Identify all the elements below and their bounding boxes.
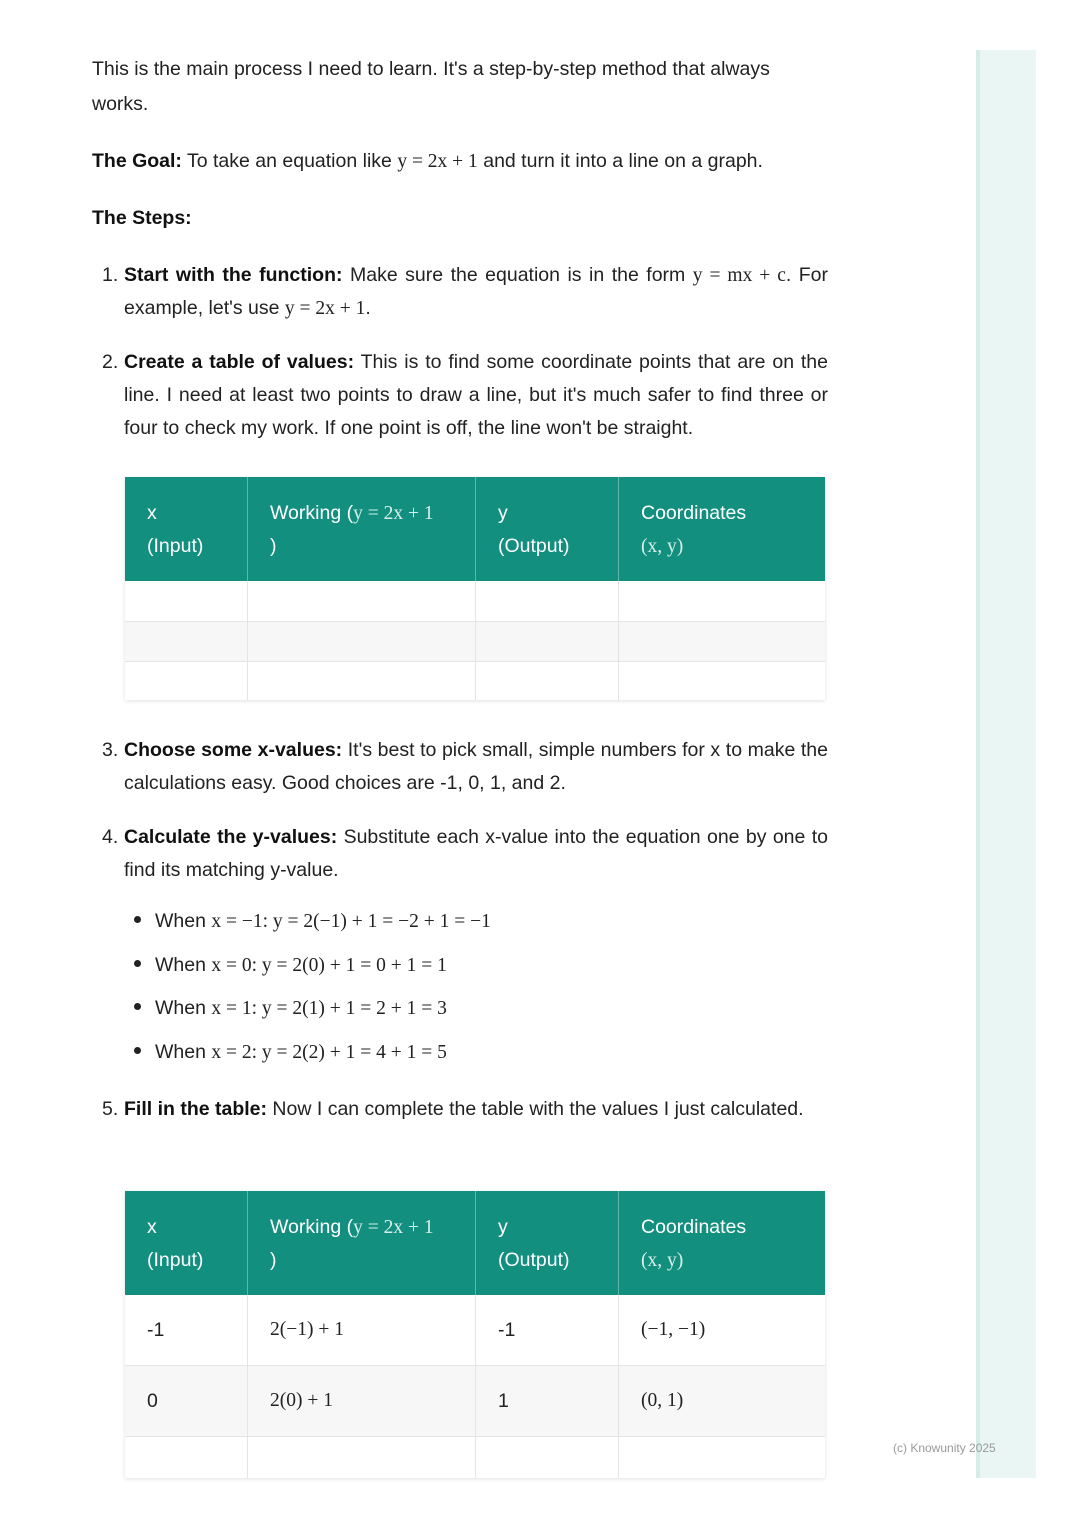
cell-coordinates: (−1, −1) [641,1319,706,1340]
goal-line [92,144,828,179]
step-text: Now I can complete the table with the values I just calculated. [267,1098,804,1120]
step-text: . For example, let's use [124,264,829,319]
cell-x: -1 [125,1295,248,1365]
header-x: x (Input) [125,477,248,581]
header-y: y (Output) [476,1191,619,1295]
step-text: It's best to pick small, simple numbers for x to make the calculations easy. Good choices are -1, 0, 1, and 2. [124,739,828,794]
cell-working: 2(0) + 1 [248,1366,476,1436]
list-item: When x = 2: y = 2(2) + 1 = 4 + 1 = 5 [124,1041,447,1064]
step-number: 4. [102,826,119,848]
header-working: Working (y = 2x + 1 ) [248,1191,476,1295]
header-coordinates: Coordinates (x, y) [641,502,747,557]
step-title: Start with the function: [124,264,343,286]
step-text: Make sure the equation is in the form [342,264,693,286]
table-header-row [125,477,825,581]
step-number: 1. [102,264,119,286]
step-title: Create a table of values: [124,351,355,373]
cell-y: 1 [476,1366,619,1436]
step-number: 2. [102,351,119,373]
step-1 [102,259,828,325]
table-row [125,581,825,622]
cell-working: 2(−1) + 1 [248,1295,476,1365]
step-text: . [365,297,371,319]
step-2 [102,346,828,445]
step-title: Fill in the table: [124,1098,268,1120]
step-title: Choose some x-values: [124,739,343,761]
step-text: This is to find some coordinate points that are on the line. I need at least two points to draw a line, but it's much safer to find three or four to check my work. If one point is off, the line won't be straight. [124,351,828,439]
list-item: When x = 0: y = 2(0) + 1 = 0 + 1 = 1 [124,954,447,977]
goal-text-1: To take an equation like [181,150,398,172]
copyright-footer: (c) Knowunity 2025 [893,1441,996,1455]
table-row [125,1366,825,1437]
filled-values-table [125,1191,825,1478]
step-number: 3. [102,739,119,761]
step-equation: y = mx + c [692,265,786,286]
goal-label: The Goal: [92,150,182,172]
cell-y: -1 [476,1295,619,1365]
table-row [125,1295,825,1366]
header-x: x (Input) [125,1191,248,1295]
header-coordinates: Coordinates (x, y) [641,1216,747,1271]
cell-coordinates: (0, 1) [641,1390,684,1411]
table-header-row [125,1191,825,1295]
header-working: Working (y = 2x + 1 ) [248,477,476,581]
table-row [125,1437,825,1478]
list-item: When x = 1: y = 2(1) + 1 = 2 + 1 = 3 [124,997,447,1020]
step-equation: y = 2x + 1 [284,298,366,319]
list-item: When x = −1: y = 2(−1) + 1 = −2 + 1 = −1 [124,910,491,933]
header-y: y (Output) [476,477,619,581]
step-4 [102,821,828,887]
empty-values-table [125,477,825,700]
goal-text-2: and turn it into a line on a graph. [477,150,763,172]
side-panel [976,50,1036,1478]
table-row [125,622,825,662]
step-title: Calculate the y-values: [124,826,338,848]
table-row [125,662,825,700]
cell-x: 0 [125,1366,248,1436]
step-3 [102,734,828,800]
step-5 [102,1093,828,1126]
step-number: 5. [102,1098,119,1120]
steps-heading: The Steps: [92,207,192,229]
goal-equation: y = 2x + 1 [397,151,478,172]
intro-text: This is the main process I need to learn. It's a step-by-step method that always works. [92,58,770,115]
step-text: Substitute each x-value into the equation one by one to find its matching y-value. [124,826,828,881]
